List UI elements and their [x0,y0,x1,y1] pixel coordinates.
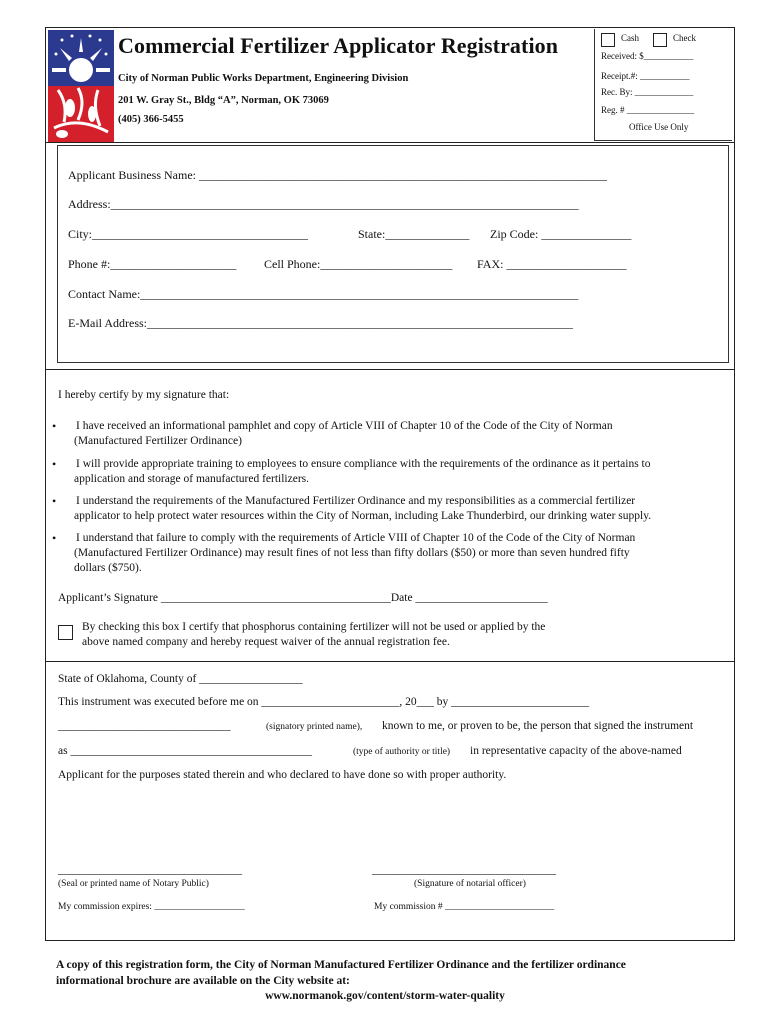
department-address: 201 W. Gray St., Bldg “A”, Norman, OK 73069 [118,95,329,106]
office-use-box [594,29,732,141]
certify-divider [45,369,735,370]
city-of-norman-logo [48,30,114,142]
applicant-signature-field[interactable]: Applicant’s Signature ________________________________________Date _______________________ [58,592,548,604]
cert-item-1-line-1: I have received an informational pamphlet and copy of Article VIII of Chapter 10 of the Code of the City of Norman [76,420,613,432]
office-use-label: Office Use Only [629,122,689,132]
footer-website-link[interactable]: www.normanok.gov/content/storm-water-quality [265,990,505,1002]
header-divider [45,142,735,143]
cert-item-3-line-2: applicator to help protect water resources within the City of Norman, including Lake Thunderbird, our drinking water supply. [74,510,652,522]
contact-name-field[interactable]: Contact Name:_________________________________________________________________________ [68,287,579,301]
address-field[interactable]: Address:______________________________________________________________________________ [68,197,579,211]
waiver-text-line-2: above named company and hereby request waiver of the annual registration fee. [82,636,450,648]
fax-field[interactable]: FAX: ____________________ [477,257,627,271]
bullet-icon: • [52,531,57,545]
state-field[interactable]: State:______________ [358,227,470,241]
waiver-text-line-1: By checking this box I certify that phosphorus containing fertilizer will not be used or applied by the [82,621,546,633]
notarial-signature-line[interactable]: ________________________________ [372,864,556,876]
department-phone: (405) 366-5455 [118,114,184,125]
department-name: City of Norman Public Works Department, Engineering Division [118,73,409,84]
state-county-field[interactable]: State of Oklahoma, County of __________________ [58,673,303,685]
cert-item-3-line-1: I understand the requirements of the Manufactured Fertilizer Ordinance and my responsibilities as a commercial fertilizer [76,495,636,507]
cert-item-4-line-2: (Manufactured Fertilizer Ordinance) may result fines of not less than fifty dollars ($50) or more than seven hundred fifty [74,547,630,559]
check-checkbox[interactable] [653,33,667,47]
footer-line-2: informational brochure are available on the City website at: [56,975,350,987]
zip-field[interactable]: Zip Code: _______________ [490,227,632,241]
authority-title-field[interactable]: as __________________________________________ [58,745,312,757]
email-field[interactable]: E-Mail Address:_______________________________________________________________________ [68,316,573,330]
notarial-signature-label: (Signature of notarial officer) [414,879,526,889]
bullet-icon: • [52,419,57,433]
bullet-icon: • [52,494,57,508]
applicant-purpose-statement: Applicant for the purposes stated therein and who declared to have done so with proper authority. [58,769,507,781]
certify-intro: I hereby certify by my signature that: [58,389,230,401]
notary-seal-line[interactable]: ________________________________ [58,864,242,876]
city-field[interactable]: City:____________________________________ [68,227,309,241]
reg-number-field[interactable]: Reg. # _______________ [601,105,695,115]
footer-line-1: A copy of this registration form, the City of Norman Manufactured Fertilizer Ordinance and the fertilizer ordinance [56,959,626,971]
received-field[interactable]: Received: $___________ [601,51,694,61]
signatory-label: (signatory printed name), [266,722,363,732]
cert-item-1-line-2: (Manufactured Fertilizer Ordinance) [74,435,242,447]
capacity-statement: in representative capacity of the above-named [470,745,682,757]
signatory-statement: known to me, or proven to be, the person that signed the instrument [382,720,694,732]
authority-label: (type of authority or title) [353,747,451,757]
cell-phone-field[interactable]: Cell Phone:______________________ [264,257,453,271]
cert-item-2-line-2: application and storage of manufactured fertilizers. [74,473,310,485]
rec-by-field[interactable]: Rec. By: _____________ [601,87,694,97]
cert-item-4-line-1: I understand that failure to comply with the requirements of Article VIII of Chapter 10 of the Code of the City of Norman [76,532,636,544]
check-label: Check [673,33,696,43]
notary-divider [45,661,735,662]
commission-expires-field[interactable]: My commission expires: ___________________ [58,902,245,912]
page-title: Commercial Fertilizer Applicator Registration [118,33,559,58]
bullet-icon: • [52,457,57,471]
cert-item-4-line-3: dollars ($750). [74,562,142,574]
commission-number-field[interactable]: My commission # _______________________ [374,902,555,912]
cash-checkbox[interactable] [601,33,615,47]
receipt-field[interactable]: Receipt.#: ___________ [601,71,690,81]
cash-label: Cash [621,33,639,43]
cert-item-2-line-1: I will provide appropriate training to employees to ensure compliance with the requirements of the ordinance as it pertains to [76,458,651,470]
signatory-name-field[interactable]: ______________________________ [58,720,231,732]
phosphorus-waiver-checkbox[interactable] [58,625,73,640]
phone-field[interactable]: Phone #:_____________________ [68,257,237,271]
executed-before-field[interactable]: This instrument was executed before me on ________________________, 20___ by ________________________ [58,696,590,708]
business-name-field[interactable]: Applicant Business Name: ____________________________________________________________________ [68,168,607,182]
notary-seal-label: (Seal or printed name of Notary Public) [58,879,209,889]
